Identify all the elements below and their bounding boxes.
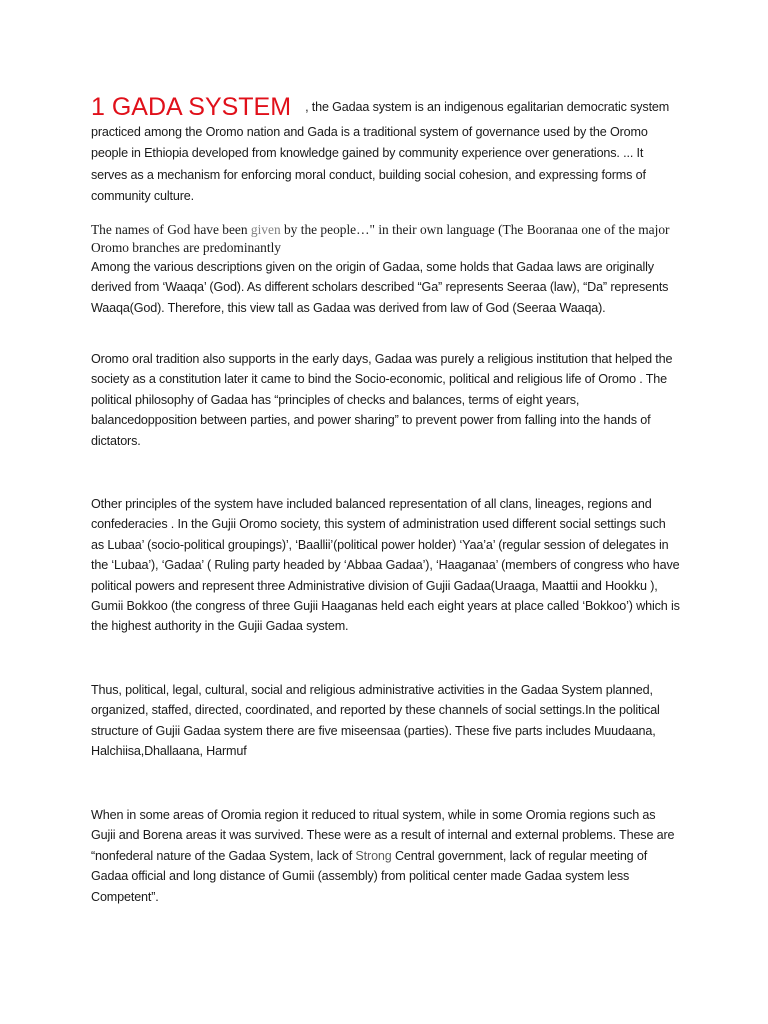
principles-paragraph: Other principles of the system have included balanced representation of all clans, lineages, regions and confederacies . In the Gujii Oromo society, this system of administration used different social settings such as Lubaa’ (socio-political groupings)’, ‘Baallii’(political power holder) ‘Yaa’a’ (regular session of delegates in the ‘Lubaa’), ‘Gadaa’ ( Ruling party headed by ‘Abbaa Gadaa’), ‘Haaganaa’ (members of congress who have political powers and represent three Administrative division of Gujii Gadaa(Uraaga, Maattii and Hookku ), Gumii Bokkoo (the congress of three Gujii Haaganas held each eight years at place called ‘Bokkoo’) which is the highest authority in the Gujii Gadaa system. — [91, 497, 680, 634]
oromia-strong-word: Strong — [355, 848, 392, 863]
god-names-text-b: by the people…" in their own language (The Booranaa one of the major Oromo branches are predominantly — [91, 222, 670, 255]
origin-paragraph: Among the various descriptions given on the origin of Gadaa, some holds that Gadaa laws are originally derived from ‘Waaqa’ (God). As different scholars described “Ga” represents Seeraa (law), “Da” represents Waaqa(God). Therefore, this view tall as Gadaa was derived from law of God (Seeraa Waaqa). — [91, 260, 669, 315]
intro-body: practiced among the Oromo nation and Gada is a traditional system of governance used by the Oromo people in Ethiopia developed from knowledge gained by community experience over generations. ... It serves as a mechanism for enforcing moral conduct, building social cohesion, and expressing forms of community culture. — [91, 124, 648, 203]
god-names-paragraph — [91, 221, 681, 257]
intro-paragraph — [91, 94, 681, 208]
oromia-paragraph — [91, 805, 681, 907]
oral-tradition-paragraph: Oromo oral tradition also supports in the early days, Gadaa was purely a religious institution that helped the society as a constitution later it came to bind the Socio-economic, political and religious life of Oromo . The political philosophy of Gadaa has “principles of checks and balances, terms of eight years, balancedopposition between parties, and power sharing” to prevent power from falling into the hands of dictators. — [91, 352, 673, 448]
activities-paragraph: Thus, political, legal, cultural, social and religious administrative activities in the Gadaa System planned, organized, staffed, directed, coordinated, and reported by these channels of social settings.In the political structure of Gujii Gadaa system there are five miseensaa (parties). These five parts includes Muudaana, Halchiisa,Dhallaana, Harmuf — [91, 683, 660, 759]
section-heading: 1 GADA SYSTEM — [91, 93, 292, 121]
intro-first-line: , the Gadaa system is an indigenous egalitarian democratic system — [305, 100, 670, 114]
oromia-text-a: When in some areas of Oromia region it reduced to ritual system, while in some Oromia regions such as Gujii and Borena areas it was survived. These were as a result of internal and external problems. These are “nonfederal nature of the Gadaa System, lack of — [91, 808, 675, 863]
god-names-given: given — [250, 222, 281, 237]
oromia-text-b: Central government, lack of regular meeting of Gadaa official and long distance of Gumii (assembly) from political center made Gadaa system less Competent”. — [91, 848, 648, 904]
god-names-text-a: The names of God have been — [91, 222, 251, 237]
